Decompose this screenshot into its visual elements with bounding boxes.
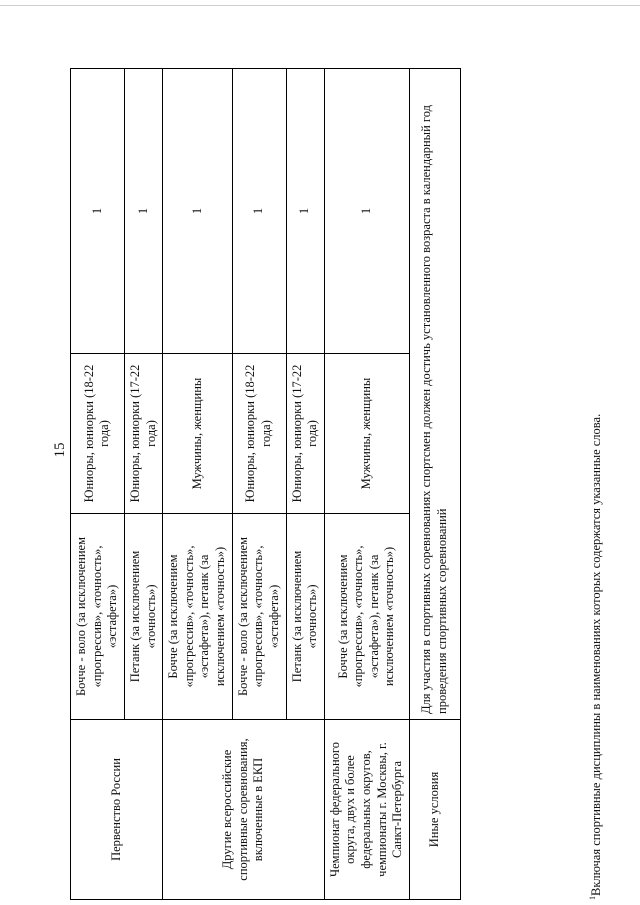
table-row (409, 69, 460, 900)
group-cell: Юниоры, юниорки (18-22 года) (232, 354, 286, 514)
count-cell: 1 (324, 69, 409, 354)
competition-cell: Другие всероссийские спортивные соревнования, включенные в ЕКП (163, 720, 325, 900)
discipline-cell: Бочче (за исключением «прогрессив», «точность», «эстафета»), петанк (за исключением «точность») (324, 514, 409, 720)
table-row (324, 69, 409, 900)
discipline-cell: Бочче - воло (за исключением «прогрессив», «точность», «эстафета») (71, 514, 125, 720)
discipline-cell: Петанк (за исключением «точность») (124, 514, 162, 720)
competition-cell: Чемпионат федерального округа, двух и более федеральных округов, чемпионаты г. Москвы, г. Санкт-Петербурга (324, 720, 409, 900)
other-conditions-label: Иные условия (409, 720, 460, 900)
table-row (71, 69, 125, 900)
other-conditions-text: Для участия в спортивных соревнованиях спортсмен должен достичь установленного возраста в календарный год проведения спортивных соревнований (409, 69, 460, 720)
discipline-cell: Петанк (за исключением «точность») (286, 514, 324, 720)
count-cell: 1 (232, 69, 286, 354)
group-cell: Мужчины, женщины (324, 354, 409, 514)
group-cell: Юниоры, юниорки (17-22 года) (286, 354, 324, 514)
count-cell: 1 (286, 69, 324, 354)
competition-cell: Первенство России (71, 720, 163, 900)
group-cell: Юниоры, юниорки (17-22 года) (124, 354, 162, 514)
requirements-table (70, 68, 461, 900)
count-cell: 1 (71, 69, 125, 354)
page-number: 15 (52, 442, 68, 458)
footnote-text: Включая спортивные дисциплины в наименованиях которых содержатся указанные слова. (589, 413, 604, 896)
table-row (163, 69, 233, 900)
discipline-cell: Бочче (за исключением «прогрессив», «точность», «эстафета»), петанк (за исключением «точность») (163, 514, 233, 720)
group-cell: Юниоры, юниорки (18-22 года) (71, 354, 125, 514)
group-cell: Мужчины, женщины (163, 354, 233, 514)
discipline-cell: Бочче - воло (за исключением «прогрессив», «точность», «эстафета») (232, 514, 286, 720)
footnote (588, 414, 604, 900)
footnote-marker: 1 (588, 896, 597, 900)
count-cell: 1 (163, 69, 233, 354)
count-cell: 1 (124, 69, 162, 354)
